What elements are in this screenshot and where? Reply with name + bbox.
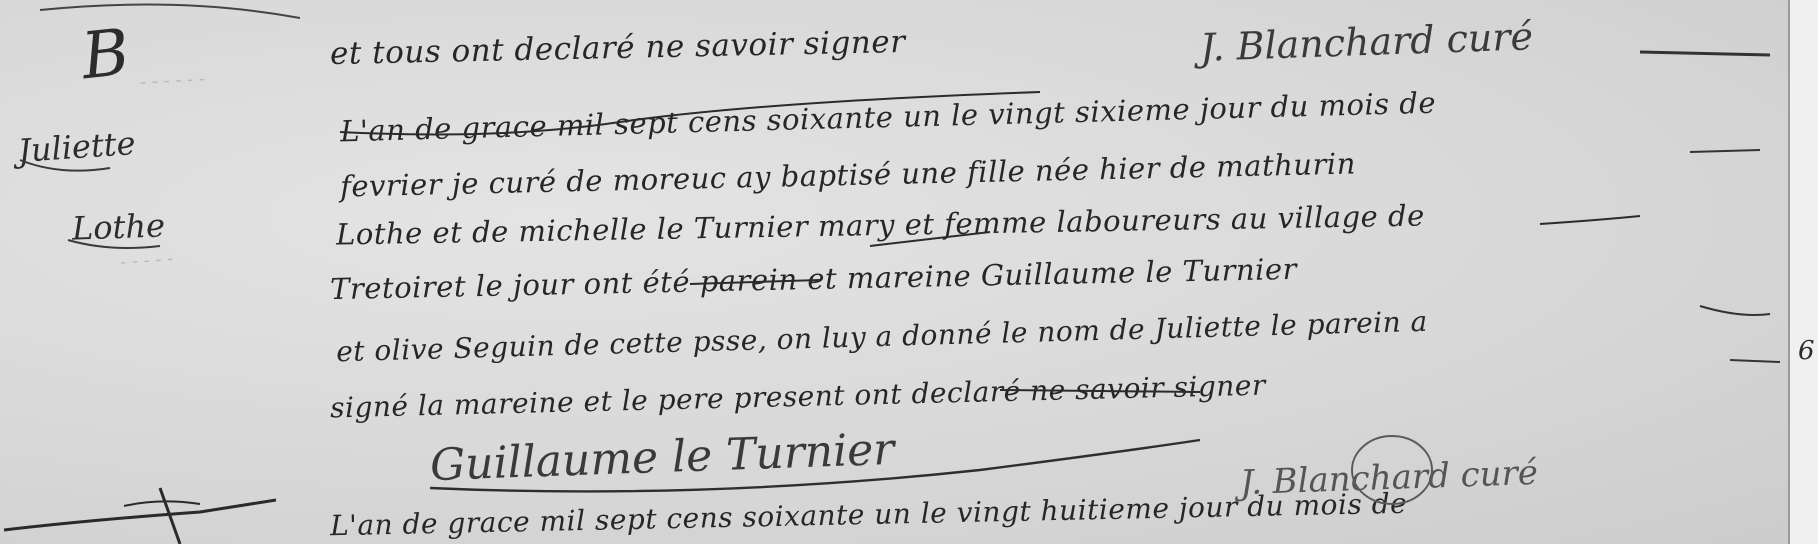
margin-child-surname: Lothe <box>71 206 166 248</box>
entry-line: Lothe et de michelle le Turnier mary et femme laboureurs au village de <box>335 198 1425 252</box>
curate-signature-bottom: J. Blanchard curé <box>1239 452 1539 504</box>
entry-line: Tretoiret le jour ont été parein et mareine Guillaume le Turnier <box>329 251 1298 307</box>
next-entry-line: L'an de grace mil sept cens soixante un le vingt huitieme jour du mois de <box>329 486 1408 543</box>
page-number-fragment: 6 <box>1798 336 1815 366</box>
curate-signature-top: J. Blanchard curé <box>1199 14 1534 70</box>
entry-line: signé la mareine et le pere present ont declaré ne savoir signer <box>329 368 1267 425</box>
entry-line: et olive Seguin de cette psse, on luy a donné le nom de Juliette le parein a <box>335 304 1429 369</box>
bleed-through-text: ‑ ‑ ‑ ‑ ‑ ‑ <box>139 68 206 93</box>
godfather-signature: Guillaume le Turnier <box>429 423 896 492</box>
margin-initial-b: B <box>78 15 133 95</box>
binding-edge <box>1788 0 1818 544</box>
entry-line: fevrier je curé de moreuc ay baptisé une fille née hier de mathurin <box>339 146 1357 204</box>
entry-line: L'an de grace mil sept cens soixante un le vingt sixieme jour du mois de <box>339 85 1437 149</box>
bleed-through-text: ‑ ‑ ‑ ‑ ‑ <box>119 248 174 273</box>
margin-child-first-name: Juliette <box>16 123 137 171</box>
entry-line: et tous ont declaré ne savoir signer <box>329 23 906 73</box>
